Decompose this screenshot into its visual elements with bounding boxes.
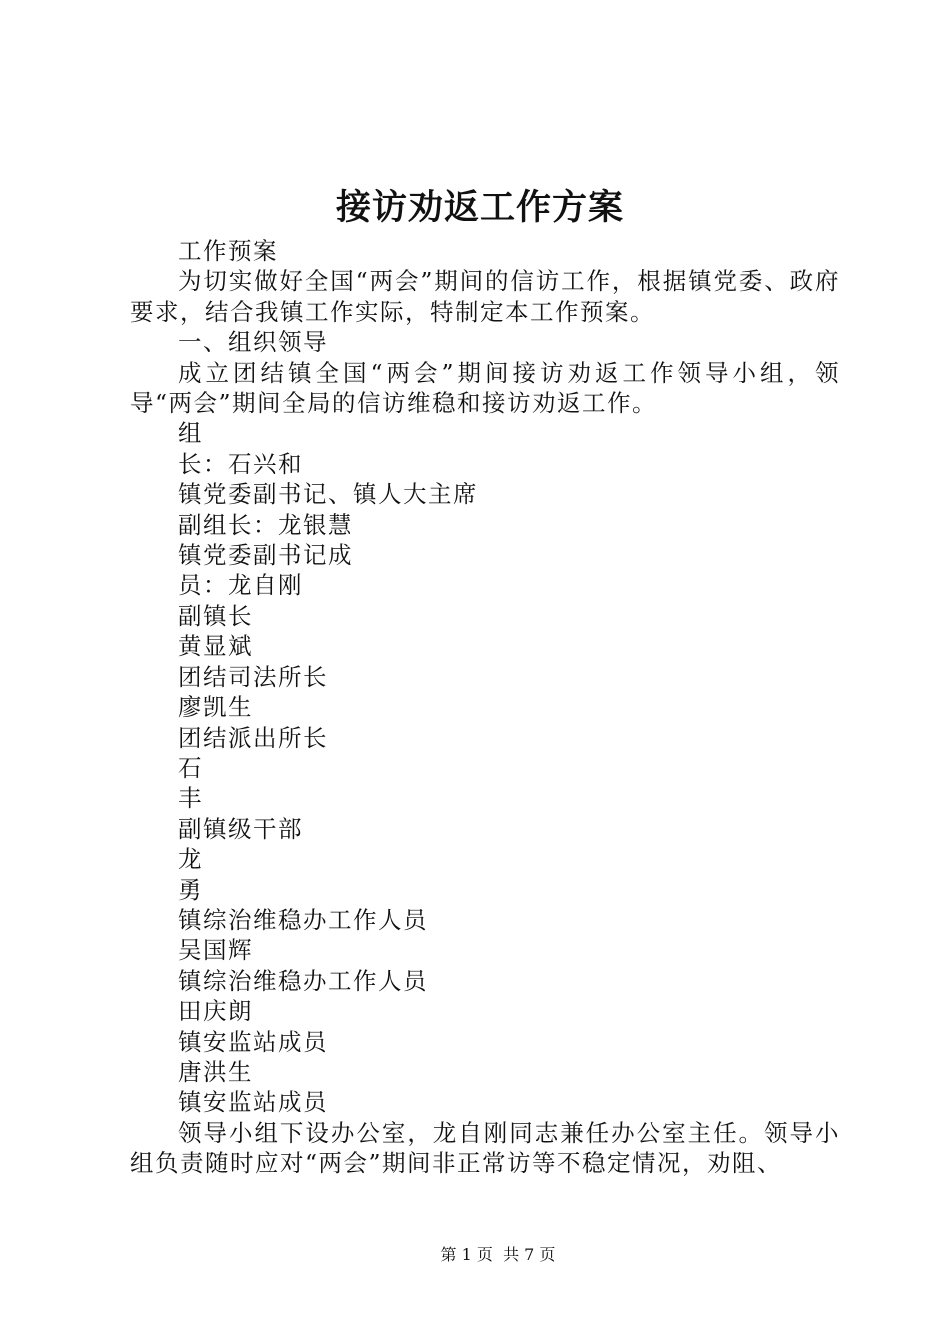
member-line: 黄显斌 [178,632,253,661]
paragraph: 为切实做好全国“两会”期间的信访工作，根据镇党委、政府要求，结合我镇工作实际，特制定本工作预案。 [130,267,840,326]
paragraph: 成立团结镇全国“两会”期间接访劝返工作领导小组，领导“两会”期间全局的信访维稳和接访劝返工作。 [130,358,840,418]
member-line: 副镇长 [178,601,253,630]
member-line: 廖凯生 [178,693,253,722]
member-line: 龙 [178,845,203,874]
paragraph: 领导小组下设办公室，龙自刚同志兼任办公室主任。领导小组负责随时应对“两会”期间非正常访等不稳定情况，劝阻、 [130,1118,840,1178]
member-line: 镇党委副书记、镇人大主席 [178,480,478,509]
member-line: 唐洪生 [178,1057,253,1086]
member-line: 组 [178,419,203,448]
member-line: 镇安监站成员 [178,1027,328,1056]
member-line: 镇安监站成员 [178,1088,328,1117]
member-line: 团结派出所长 [178,723,328,752]
document-title: 接访劝返工作方案 [335,187,624,228]
member-line: 长：石兴和 [178,449,303,478]
section-heading: 一、组织领导 [178,328,328,357]
member-line: 镇党委副书记成 [178,541,353,570]
member-line: 员：龙自刚 [178,571,303,600]
member-line: 勇 [178,875,203,904]
member-line: 吴国辉 [178,936,253,965]
member-line: 镇综治维稳办工作人员 [178,905,428,934]
member-line: 石 [178,753,203,782]
member-line: 丰 [178,784,203,813]
member-line: 田庆朗 [178,997,253,1026]
document-body [130,236,840,1179]
member-line: 副组长：龙银慧 [178,510,353,539]
member-line: 镇综治维稳办工作人员 [178,966,428,995]
paragraph: 工作预案 [178,237,278,265]
member-line: 团结司法所长 [178,662,328,691]
page-number-footer: 第 1 页 共 7 页 [440,1245,556,1264]
member-line: 副镇级干部 [178,814,303,843]
